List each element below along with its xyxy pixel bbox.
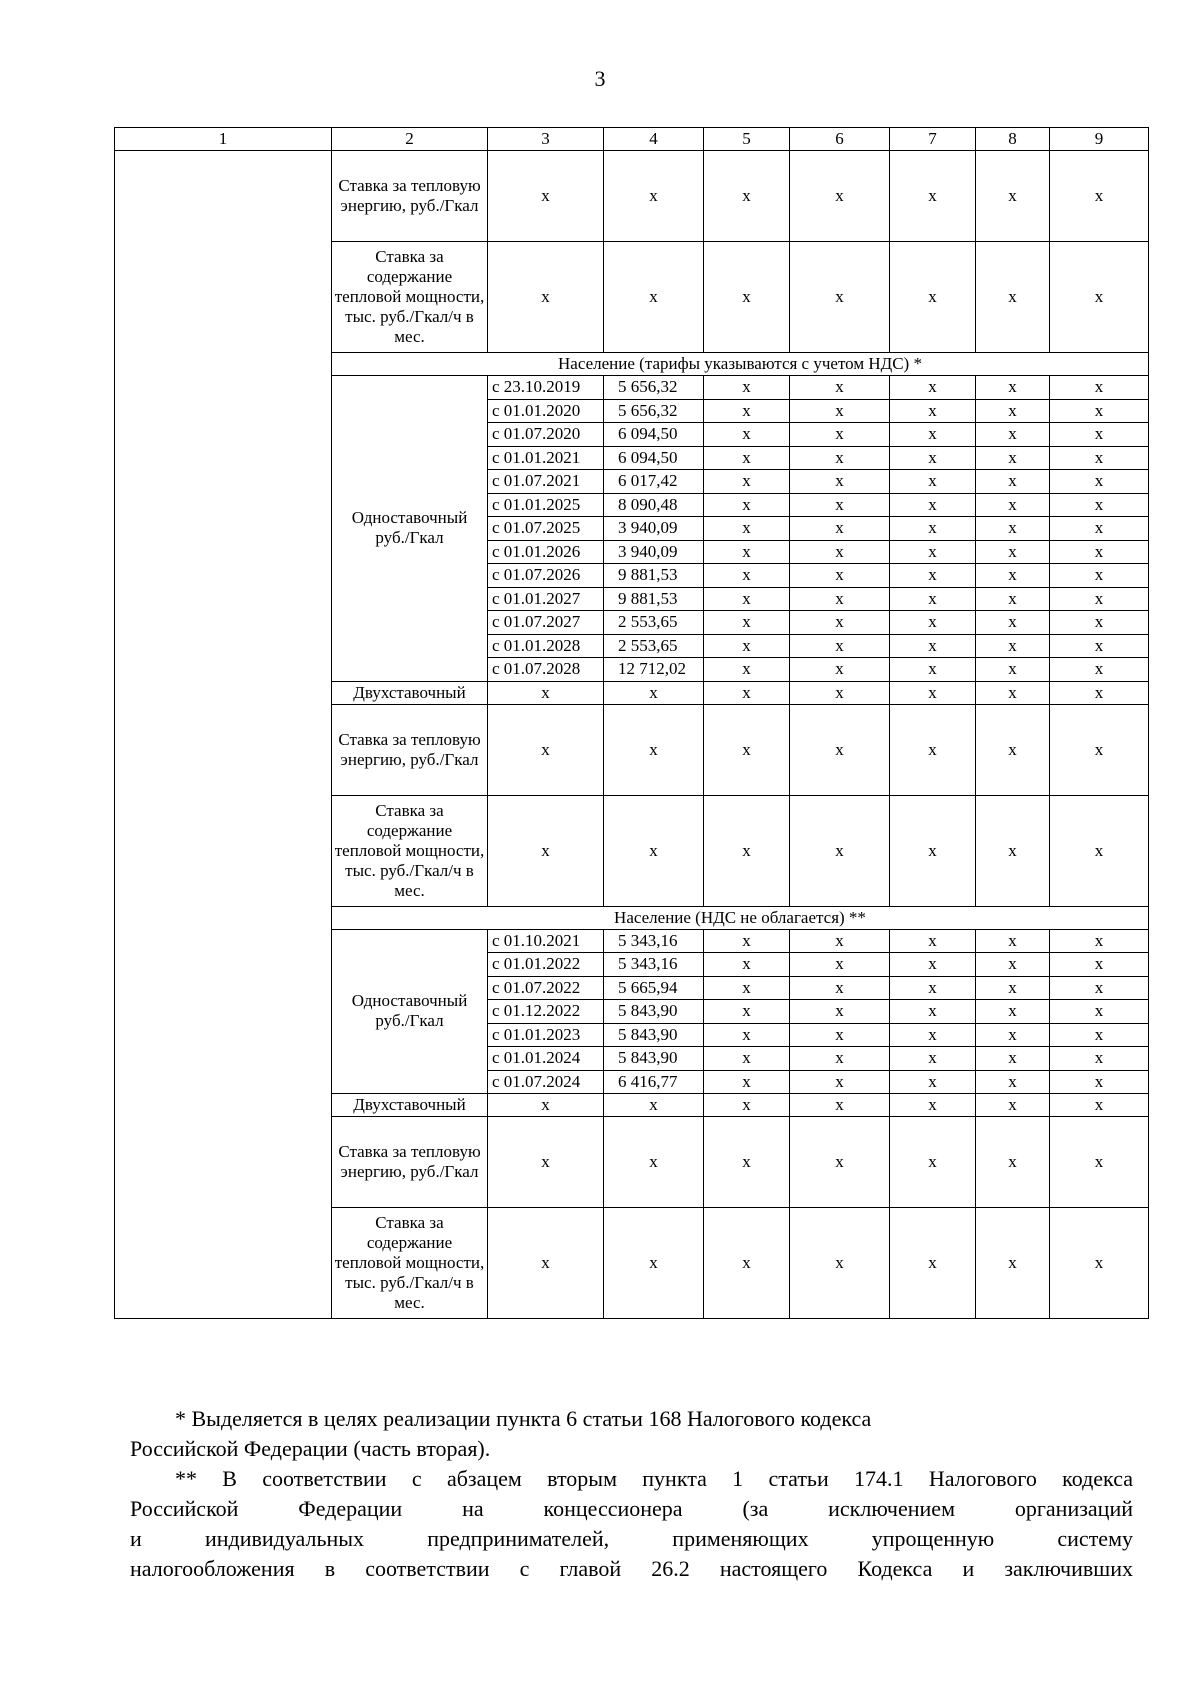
x-mark-cell: x	[704, 399, 790, 423]
x-mark-cell: x	[488, 151, 604, 242]
date-cell: с 01.07.2020	[488, 423, 604, 447]
x-mark-cell: x	[1050, 681, 1149, 704]
column-header-1: 1	[115, 128, 332, 151]
x-mark-cell: x	[790, 399, 890, 423]
one-part-tariff-label: Одноставочный руб./Гкал	[332, 376, 488, 682]
x-mark-cell: x	[1050, 953, 1149, 977]
value-cell: 5 843,90	[604, 1047, 704, 1071]
date-cell: с 01.01.2022	[488, 953, 604, 977]
column-header-4: 4	[604, 128, 704, 151]
column-1-cell	[115, 151, 332, 1319]
date-cell: с 01.12.2022	[488, 1000, 604, 1024]
x-mark-cell: x	[1050, 1023, 1149, 1047]
x-mark-cell: x	[890, 564, 976, 588]
x-mark-cell: x	[1050, 634, 1149, 658]
x-mark-cell: x	[704, 1117, 790, 1208]
x-mark-cell: x	[790, 517, 890, 541]
x-mark-cell: x	[890, 976, 976, 1000]
x-mark-cell: x	[1050, 446, 1149, 470]
x-mark-cell: x	[1050, 658, 1149, 682]
x-mark-cell: x	[890, 953, 976, 977]
x-mark-cell: x	[790, 795, 890, 906]
x-mark-cell: x	[704, 376, 790, 400]
value-cell: 5 343,16	[604, 953, 704, 977]
x-mark-cell: x	[1050, 151, 1149, 242]
date-cell: с 01.07.2024	[488, 1070, 604, 1094]
x-mark-cell: x	[976, 517, 1050, 541]
x-mark-cell: x	[890, 376, 976, 400]
x-mark-cell: x	[976, 151, 1050, 242]
x-mark-cell: x	[704, 704, 790, 795]
x-mark-cell: x	[976, 446, 1050, 470]
x-mark-cell: x	[604, 1117, 704, 1208]
date-cell: с 01.01.2024	[488, 1047, 604, 1071]
x-mark-cell: x	[604, 242, 704, 353]
x-mark-cell: x	[976, 587, 1050, 611]
x-mark-cell: x	[704, 564, 790, 588]
x-mark-cell: x	[1050, 1094, 1149, 1117]
value-cell: 5 656,32	[604, 399, 704, 423]
x-mark-cell: x	[976, 470, 1050, 494]
x-mark-cell: x	[976, 929, 1050, 953]
x-mark-cell: x	[790, 611, 890, 635]
x-mark-cell: x	[704, 1000, 790, 1024]
x-mark-cell: x	[704, 634, 790, 658]
date-cell: с 01.07.2022	[488, 976, 604, 1000]
two-part-tariff-label: Двухставочный	[332, 681, 488, 704]
x-mark-cell: x	[704, 493, 790, 517]
value-cell: 6 094,50	[604, 423, 704, 447]
x-mark-cell: x	[790, 1047, 890, 1071]
x-mark-cell: x	[704, 795, 790, 906]
x-mark-cell: x	[704, 470, 790, 494]
x-mark-cell: x	[790, 446, 890, 470]
x-mark-cell: x	[976, 1094, 1050, 1117]
x-mark-cell: x	[604, 704, 704, 795]
x-mark-cell: x	[704, 658, 790, 682]
x-mark-cell: x	[1050, 399, 1149, 423]
footnotes	[130, 1404, 1133, 1584]
x-mark-cell: x	[976, 399, 1050, 423]
x-mark-cell: x	[1050, 929, 1149, 953]
x-mark-cell: x	[976, 1117, 1050, 1208]
date-cell: с 01.01.2027	[488, 587, 604, 611]
x-mark-cell: x	[890, 1117, 976, 1208]
x-mark-cell: x	[790, 1117, 890, 1208]
x-mark-cell: x	[604, 1094, 704, 1117]
x-mark-cell: x	[976, 1000, 1050, 1024]
date-cell: с 01.01.2026	[488, 540, 604, 564]
x-mark-cell: x	[890, 1208, 976, 1319]
date-cell: с 01.01.2020	[488, 399, 604, 423]
x-mark-cell: x	[890, 242, 976, 353]
rate-capacity-label: Ставка за содержание тепловой мощности, тыс. руб./Гкал/ч в мес.	[332, 795, 488, 906]
x-mark-cell: x	[790, 242, 890, 353]
x-mark-cell: x	[1050, 1208, 1149, 1319]
one-part-tariff-label: Одноставочный руб./Гкал	[332, 929, 488, 1094]
x-mark-cell: x	[976, 976, 1050, 1000]
rate-energy-label: Ставка за тепловую энергию, руб./Гкал	[332, 1117, 488, 1208]
x-mark-cell: x	[890, 423, 976, 447]
x-mark-cell: x	[704, 681, 790, 704]
x-mark-cell: x	[488, 704, 604, 795]
x-mark-cell: x	[790, 658, 890, 682]
x-mark-cell: x	[976, 795, 1050, 906]
x-mark-cell: x	[1050, 242, 1149, 353]
rate-capacity-label: Ставка за содержание тепловой мощности, тыс. руб./Гкал/ч в мес.	[332, 1208, 488, 1319]
column-header-2: 2	[332, 128, 488, 151]
date-cell: с 01.07.2027	[488, 611, 604, 635]
x-mark-cell: x	[790, 681, 890, 704]
x-mark-cell: x	[890, 399, 976, 423]
value-cell: 6 416,77	[604, 1070, 704, 1094]
x-mark-cell: x	[890, 681, 976, 704]
x-mark-cell: x	[976, 564, 1050, 588]
rate-capacity-label: Ставка за содержание тепловой мощности, тыс. руб./Гкал/ч в мес.	[332, 242, 488, 353]
x-mark-cell: x	[890, 1000, 976, 1024]
x-mark-cell: x	[790, 1094, 890, 1117]
table-row	[115, 151, 1149, 242]
x-mark-cell: x	[790, 151, 890, 242]
section-header: Население (тарифы указываются с учетом НДС) *	[332, 353, 1149, 376]
x-mark-cell: x	[1050, 795, 1149, 906]
tariff-table	[114, 127, 1149, 1319]
x-mark-cell: x	[976, 953, 1050, 977]
x-mark-cell: x	[704, 587, 790, 611]
x-mark-cell: x	[704, 611, 790, 635]
x-mark-cell: x	[890, 634, 976, 658]
value-cell: 3 940,09	[604, 540, 704, 564]
x-mark-cell: x	[704, 1208, 790, 1319]
value-cell: 5 343,16	[604, 929, 704, 953]
x-mark-cell: x	[976, 634, 1050, 658]
x-mark-cell: x	[890, 493, 976, 517]
x-mark-cell: x	[704, 1023, 790, 1047]
x-mark-cell: x	[976, 1023, 1050, 1047]
date-cell: с 23.10.2019	[488, 376, 604, 400]
x-mark-cell: x	[976, 1208, 1050, 1319]
x-mark-cell: x	[976, 1047, 1050, 1071]
x-mark-cell: x	[1050, 611, 1149, 635]
x-mark-cell: x	[890, 470, 976, 494]
x-mark-cell: x	[1050, 1047, 1149, 1071]
x-mark-cell: x	[704, 151, 790, 242]
value-cell: 5 843,90	[604, 1023, 704, 1047]
value-cell: 5 665,94	[604, 976, 704, 1000]
date-cell: с 01.10.2021	[488, 929, 604, 953]
x-mark-cell: x	[1050, 587, 1149, 611]
x-mark-cell: x	[488, 1094, 604, 1117]
x-mark-cell: x	[488, 242, 604, 353]
x-mark-cell: x	[704, 953, 790, 977]
x-mark-cell: x	[890, 587, 976, 611]
x-mark-cell: x	[976, 704, 1050, 795]
x-mark-cell: x	[890, 446, 976, 470]
x-mark-cell: x	[890, 1094, 976, 1117]
x-mark-cell: x	[1050, 564, 1149, 588]
footnote-vat-included: * Выделяется в целях реализации пункта 6 статьи 168 Налогового кодекса Российской Федерации (часть вторая).	[130, 1406, 872, 1461]
x-mark-cell: x	[488, 681, 604, 704]
x-mark-cell: x	[790, 376, 890, 400]
x-mark-cell: x	[976, 376, 1050, 400]
x-mark-cell: x	[790, 1208, 890, 1319]
x-mark-cell: x	[488, 795, 604, 906]
x-mark-cell: x	[1050, 1070, 1149, 1094]
x-mark-cell: x	[890, 1023, 976, 1047]
x-mark-cell: x	[704, 242, 790, 353]
value-cell: 9 881,53	[604, 564, 704, 588]
x-mark-cell: x	[1050, 1000, 1149, 1024]
value-cell: 8 090,48	[604, 493, 704, 517]
value-cell: 2 553,65	[604, 634, 704, 658]
rate-energy-label: Ставка за тепловую энергию, руб./Гкал	[332, 704, 488, 795]
x-mark-cell: x	[890, 151, 976, 242]
footnote-vat-exempt-l3: и индивидуальных предпринимателей, применяющих упрощенную систему	[130, 1526, 1133, 1551]
x-mark-cell: x	[1050, 376, 1149, 400]
x-mark-cell: x	[976, 242, 1050, 353]
x-mark-cell: x	[790, 423, 890, 447]
x-mark-cell: x	[604, 1208, 704, 1319]
x-mark-cell: x	[976, 611, 1050, 635]
footnote-vat-exempt-l4: налогообложения в соответствии с главой 26.2 настоящего Кодекса и заключивших	[130, 1556, 1133, 1581]
x-mark-cell: x	[976, 540, 1050, 564]
x-mark-cell: x	[790, 493, 890, 517]
x-mark-cell: x	[604, 795, 704, 906]
x-mark-cell: x	[1050, 1117, 1149, 1208]
x-mark-cell: x	[790, 929, 890, 953]
value-cell: 6 017,42	[604, 470, 704, 494]
date-cell: с 01.07.2028	[488, 658, 604, 682]
x-mark-cell: x	[790, 1070, 890, 1094]
x-mark-cell: x	[790, 587, 890, 611]
footnote-vat-exempt-l2: Российской Федерации на концессионера (за исключением организаций	[130, 1496, 1133, 1521]
date-cell: с 01.01.2023	[488, 1023, 604, 1047]
x-mark-cell: x	[704, 540, 790, 564]
column-header-7: 7	[890, 128, 976, 151]
x-mark-cell: x	[890, 1070, 976, 1094]
x-mark-cell: x	[790, 564, 890, 588]
x-mark-cell: x	[790, 976, 890, 1000]
x-mark-cell: x	[790, 1000, 890, 1024]
x-mark-cell: x	[1050, 423, 1149, 447]
x-mark-cell: x	[890, 658, 976, 682]
value-cell: 5 656,32	[604, 376, 704, 400]
x-mark-cell: x	[890, 929, 976, 953]
x-mark-cell: x	[976, 658, 1050, 682]
section-header: Население (НДС не облагается) **	[332, 906, 1149, 929]
x-mark-cell: x	[704, 423, 790, 447]
x-mark-cell: x	[488, 1208, 604, 1319]
date-cell: с 01.07.2026	[488, 564, 604, 588]
column-header-9: 9	[1050, 128, 1149, 151]
x-mark-cell: x	[976, 423, 1050, 447]
column-header-6: 6	[790, 128, 890, 151]
x-mark-cell: x	[704, 929, 790, 953]
x-mark-cell: x	[890, 517, 976, 541]
x-mark-cell: x	[488, 1117, 604, 1208]
x-mark-cell: x	[604, 681, 704, 704]
date-cell: с 01.07.2025	[488, 517, 604, 541]
x-mark-cell: x	[704, 446, 790, 470]
rate-energy-label: Ставка за тепловую энергию, руб./Гкал	[332, 151, 488, 242]
date-cell: с 01.01.2021	[488, 446, 604, 470]
x-mark-cell: x	[704, 976, 790, 1000]
date-cell: с 01.01.2028	[488, 634, 604, 658]
column-header-5: 5	[704, 128, 790, 151]
value-cell: 6 094,50	[604, 446, 704, 470]
x-mark-cell: x	[890, 1047, 976, 1071]
value-cell: 5 843,90	[604, 1000, 704, 1024]
x-mark-cell: x	[890, 540, 976, 564]
column-header-8: 8	[976, 128, 1050, 151]
x-mark-cell: x	[890, 611, 976, 635]
x-mark-cell: x	[790, 470, 890, 494]
date-cell: с 01.07.2021	[488, 470, 604, 494]
column-header-3: 3	[488, 128, 604, 151]
x-mark-cell: x	[976, 681, 1050, 704]
x-mark-cell: x	[1050, 470, 1149, 494]
x-mark-cell: x	[1050, 976, 1149, 1000]
x-mark-cell: x	[1050, 540, 1149, 564]
x-mark-cell: x	[790, 704, 890, 795]
x-mark-cell: x	[1050, 517, 1149, 541]
value-cell: 9 881,53	[604, 587, 704, 611]
two-part-tariff-label: Двухставочный	[332, 1094, 488, 1117]
x-mark-cell: x	[790, 1023, 890, 1047]
date-cell: с 01.01.2025	[488, 493, 604, 517]
value-cell: 12 712,02	[604, 658, 704, 682]
x-mark-cell: x	[976, 1070, 1050, 1094]
x-mark-cell: x	[790, 634, 890, 658]
x-mark-cell: x	[604, 151, 704, 242]
x-mark-cell: x	[704, 1094, 790, 1117]
x-mark-cell: x	[704, 517, 790, 541]
x-mark-cell: x	[890, 795, 976, 906]
value-cell: 3 940,09	[604, 517, 704, 541]
value-cell: 2 553,65	[604, 611, 704, 635]
x-mark-cell: x	[1050, 493, 1149, 517]
page-number: 3	[594, 66, 606, 91]
x-mark-cell: x	[890, 704, 976, 795]
footnote-vat-exempt-l1: ** В соответствии с абзацем вторым пункта 1 статьи 174.1 Налогового кодекса	[175, 1466, 1133, 1491]
x-mark-cell: x	[790, 953, 890, 977]
table-row	[115, 128, 1149, 151]
x-mark-cell: x	[704, 1070, 790, 1094]
x-mark-cell: x	[1050, 704, 1149, 795]
x-mark-cell: x	[790, 540, 890, 564]
x-mark-cell: x	[704, 1047, 790, 1071]
x-mark-cell: x	[976, 493, 1050, 517]
